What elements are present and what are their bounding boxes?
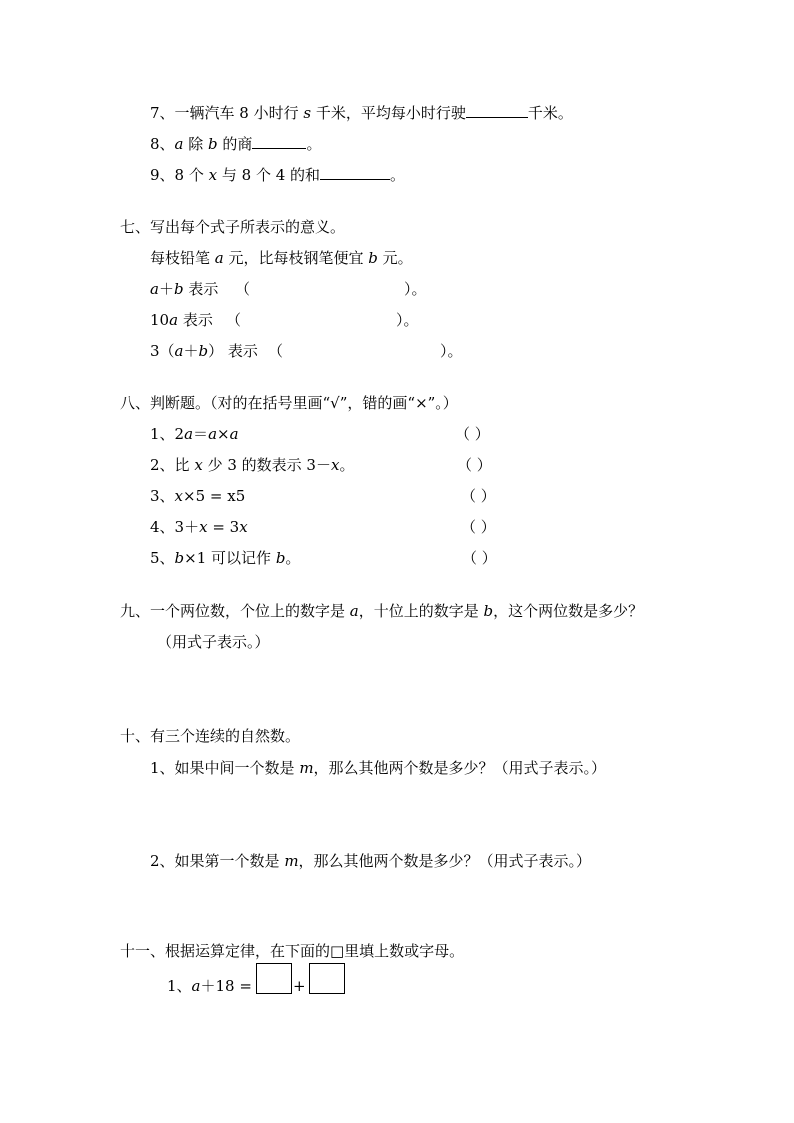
judge-item-2: 2、比 x 少 3 的数表示 3－x。: [150, 456, 355, 474]
judge-item-3: 3、x×5 = x5: [150, 487, 246, 505]
judge-paren-1[interactable]: （ ）: [455, 425, 490, 443]
judge-item-5: 5、b×1 可以记作 b。: [150, 549, 301, 567]
judge-item-4: 4、3＋x = 3x: [150, 518, 248, 536]
section-10-item-2: 2、如果第一个数是 m，那么其他两个数是多少？（用式子表示。）: [150, 852, 592, 870]
answer-paren-open[interactable]: （: [268, 342, 284, 360]
section-9-note: （用式子表示。）: [157, 633, 270, 651]
judge-paren-3[interactable]: （ ）: [461, 487, 496, 505]
answer-paren-close: ）。: [396, 311, 419, 329]
section-7-item-1: a＋b 表示: [150, 280, 219, 298]
answer-paren-close: ）。: [404, 280, 427, 298]
judge-paren-5[interactable]: （ ）: [462, 549, 497, 567]
question-7: 7、一辆汽车 8 小时行 s 千米，平均每小时行驶 千米。: [150, 104, 573, 122]
section-7-item-3: 3（a＋b） 表示: [150, 342, 258, 360]
judge-paren-2[interactable]: （ ）: [457, 456, 492, 474]
section-7-item-2: 10a 表示: [150, 311, 213, 329]
answer-blank[interactable]: [466, 103, 528, 118]
answer-paren-open[interactable]: （: [235, 280, 251, 298]
fill-box-1[interactable]: [256, 963, 292, 994]
plus-sign: +: [293, 977, 306, 995]
judge-paren-4[interactable]: （ ）: [461, 518, 496, 536]
section-9-title: 九、一个两位数，个位上的数字是 a，十位上的数字是 b，这个两位数是多少？: [120, 602, 644, 620]
section-7-intro: 每枝铅笔 a 元，比每枝钢笔便宜 b 元。: [150, 249, 413, 267]
fill-box-2[interactable]: [309, 963, 345, 994]
section-11-title: 十一、根据运算定律，在下面的□里填上数或字母。: [120, 942, 465, 960]
answer-paren-open[interactable]: （: [226, 311, 242, 329]
answer-blank[interactable]: [252, 134, 306, 149]
answer-blank[interactable]: [320, 165, 390, 180]
section-7-title: 七、写出每个式子所表示的意义。: [120, 218, 346, 236]
question-8: 8、a 除 b 的商 。: [150, 135, 322, 153]
judge-item-1: 1、2a＝a×a: [150, 425, 239, 443]
answer-paren-close: ）。: [440, 342, 463, 360]
section-11-item-1: 1、a＋18 =: [167, 977, 252, 995]
section-10-item-1: 1、如果中间一个数是 m，那么其他两个数是多少？（用式子表示。）: [150, 759, 607, 777]
section-10-title: 十、有三个连续的自然数。: [120, 727, 301, 745]
question-9: 9、8 个 x 与 8 个 4 的和 。: [150, 166, 406, 184]
section-8-title: 八、判断题。（对的在括号里画“√”，错的画“×”。）: [120, 394, 458, 412]
